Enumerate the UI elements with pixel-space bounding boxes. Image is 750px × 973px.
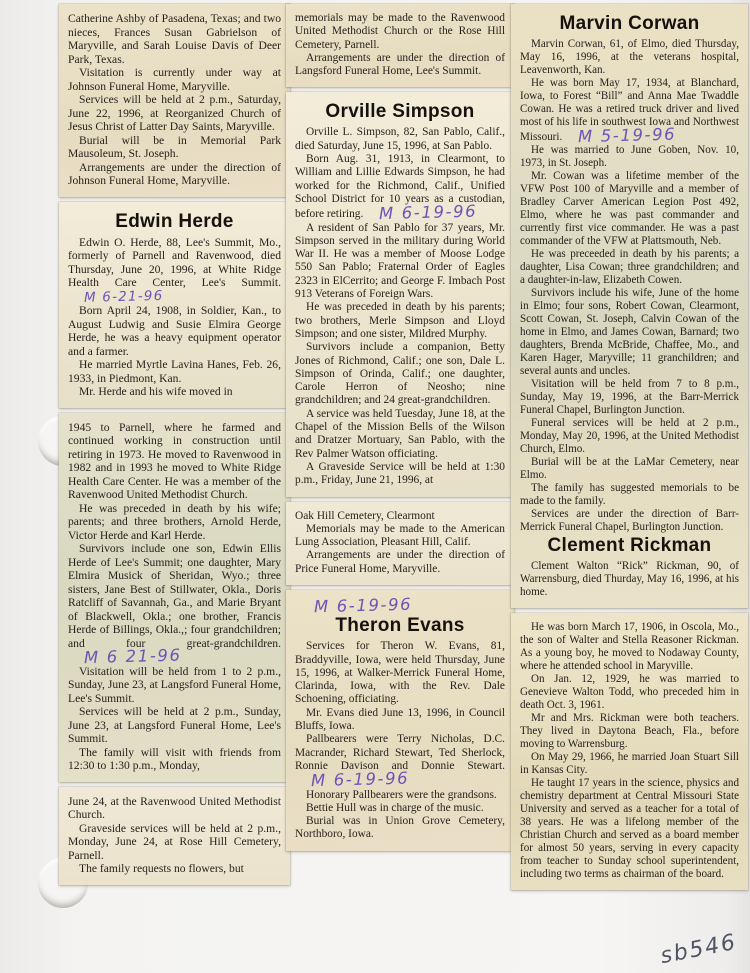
- obit-paragraph: [68, 358, 281, 385]
- paragraph-text: Survivors include one son, Edwin Ellis Herde of Lee's Summit; one daughter, Mary Elmira Musick of Sheridan, Wyo.; three sisters, Jane Best of Stillwater, Okla., Doris Ratcliff of Savannah, Ga., and Marie Bryant of Blackwell, Okla.; one brother, Francis Herde of Billings, Okla.,; four grandchildren; and four great-grandchildren.: [68, 542, 281, 650]
- obit-paragraph: [68, 385, 281, 399]
- paragraph-text: Services are under the direction of Barr-Merrick Funeral Chapel, Burlington Junction.: [520, 508, 739, 533]
- obit-paragraph: [68, 12, 281, 66]
- paragraph-text: Funeral services will be held at 2 p.m., Monday, May 20, 1996, at the United Methodist Church, Elmo.: [520, 417, 739, 455]
- paragraph-text: Oak Hill Cemetery, Clearmont: [295, 509, 435, 522]
- paragraph-text: The family has suggested memorials to be made to the family.: [520, 482, 739, 507]
- paragraph-text: Services will be held at 2 p.m., Sunday, June 23, at Langsford Funeral Home, Lee's Summit.: [68, 705, 281, 745]
- obit-paragraph: [68, 665, 281, 706]
- column-middle: [286, 4, 514, 856]
- obit-paragraph: [68, 304, 281, 358]
- newspaper-clipping: [59, 202, 290, 408]
- paragraph-text: Mr and Mrs. Rickman were both teachers. They lived in Daytona Beach, Fla., before moving to Warrensburg.: [520, 712, 739, 750]
- paragraph-text: Burial will be at the LaMar Cemetery, near Elmo.: [520, 456, 739, 481]
- paragraph-text: Clement Walton “Rick” Rickman, 90, of Warrensburg, died Thurday, May 16, 1996, at his home.: [520, 560, 739, 598]
- paragraph-text: He married Myrtle Lavina Hanes, Feb. 26, 1933, in Piedmont, Kan.: [68, 358, 281, 385]
- paragraph-text: Mr. Herde and his wife moved in: [79, 385, 233, 398]
- obit-paragraph: [68, 542, 281, 668]
- paragraph-text: A service was held Tuesday, June 18, at the Chapel of the Mission Bells of the Wilson and Dratzer Mortuary, San Pablo, with the Rev Palmer Watson officiating.: [295, 407, 505, 460]
- paragraph-text: Visitation will be held from 1 to 2 p.m., Sunday, June 23, at Langsford Funeral Home, Lee's Summit.: [68, 664, 281, 705]
- obit-paragraph: [520, 456, 739, 482]
- paragraph-text: Arrangements are under the direction of Langsford Funeral Home, Lee's Summit.: [295, 51, 505, 78]
- paragraph-text: Survivors include a companion, Betty Jones of Richmond, Calif.; one son, Dale L. Simpson of Orinda, Calif.; one daughter, Carole Herron of Neosho; nine grandchildren; and 24 great-grandchildren.: [295, 341, 505, 407]
- obit-paragraph: [295, 549, 505, 576]
- obit-paragraph: [295, 408, 505, 461]
- obit-paragraph: [68, 66, 281, 93]
- obit-paragraph: [68, 862, 281, 876]
- obit-paragraph: [520, 508, 739, 534]
- paragraph-text: June 24, at the Ravenwood United Methodist Church.: [68, 794, 281, 821]
- paragraph-text: Visitation will be held from 7 to 8 p.m., Sunday, May 19, 1996, at the Barr-Merrick Funeral Chapel, Burlington Junction.: [520, 378, 739, 416]
- obit-paragraph: [68, 822, 281, 863]
- obituary-headline: Edwin Herde: [115, 210, 234, 232]
- obit-paragraph: [68, 705, 281, 746]
- handwritten-date-line: [309, 594, 505, 617]
- handwritten-date: M 6-21-96: [83, 287, 164, 306]
- obit-paragraph: [295, 733, 505, 791]
- column-right: [511, 4, 748, 895]
- obit-paragraph: [520, 77, 739, 147]
- paragraph-text: He was preceded in death by his wife; parents; and three brothers, Arnold Herde, Victor Herde and Karl Herde.: [68, 501, 281, 542]
- newspaper-clipping: [511, 613, 748, 890]
- obit-paragraph: [68, 93, 281, 134]
- handwritten-date: M 6 21-96: [83, 645, 182, 668]
- paragraph-text: Burial was in Union Grove Cemetery, Northboro, Iowa.: [295, 815, 505, 841]
- paragraph-text: Visitation is currently under way at Johnson Funeral Home, Maryville.: [68, 66, 281, 93]
- paragraph-text: Catherine Ashby of Pasadena, Texas; and two nieces, Frances Susan Gabrielson of Maryville, and Sarah Louise Davis of Deer Park, Texas.: [68, 12, 281, 66]
- newspaper-clipping: [59, 4, 290, 197]
- paragraph-text: Born April 24, 1908, in Soldier, Kan., to August Ludwig and Susie Elmira George Herde, he was a heavy equipment operator and a farmer.: [68, 304, 281, 358]
- paragraph-text: Burial will be in Memorial Park Mausoleum, St. Joseph.: [68, 133, 281, 160]
- obit-paragraph: [68, 746, 281, 773]
- obit-paragraph: [520, 560, 739, 599]
- handwritten-date: M 6-19-96: [313, 594, 413, 617]
- newspaper-clipping: [286, 590, 514, 851]
- paragraph-text: memorials may be made to the Ravenwood United Methodist Church or the Rose Hill Cemetery, Parnell.: [295, 12, 505, 51]
- paragraph-text: Orville L. Simpson, 82, San Pablo, Calif., died Saturday, June 15, 1996, at San Pablo.: [295, 126, 505, 152]
- obit-paragraph: [295, 523, 505, 550]
- paragraph-text: Arrangements are under the direction of Price Funeral Home, Maryville.: [295, 549, 505, 575]
- newspaper-clipping: [286, 4, 514, 87]
- obit-paragraph: [68, 421, 281, 502]
- obit-paragraph: [520, 170, 739, 248]
- paragraph-text: Honorary Pallbearers were the grandsons.: [306, 788, 497, 801]
- paragraph-text: 1945 to Parnell, where he farmed and continued working in construction until retiring in 1973. He moved to Ravenwood in 1982 and in 1993 he moved to White Ridge Health Care Center. He was a member of the Ravenwood United Methodist Church.: [68, 420, 281, 501]
- paragraph-text: He was married to June Goben, Nov. 10, 1973, in St. Joseph.: [520, 144, 739, 169]
- handwritten-date: M 6-19-96: [379, 201, 478, 224]
- obit-paragraph: [520, 751, 739, 777]
- paragraph-text: On Jan. 12, 1929, he was married to Genevieve Walton Todd, who preceded him in death Oct. 3, 1961.: [520, 673, 739, 711]
- obit-paragraph: [520, 482, 739, 508]
- obit-paragraph: [68, 134, 281, 161]
- obit-paragraph: [295, 640, 505, 706]
- obit-paragraph: [295, 510, 505, 523]
- obit-paragraph: [68, 161, 281, 188]
- obit-paragraph: [295, 341, 505, 407]
- obit-paragraph: [295, 153, 505, 224]
- column-left: [59, 4, 290, 890]
- paragraph-text: He was born May 17, 1934, at Blanchard, Iowa, to Forest “Bill” and Anna Mae Twaddle Cowan. He was a retired truck driver and lived most of his life in southwest Iowa and Northwest Missouri.: [520, 77, 739, 143]
- paragraph-text: Memorials may be made to the American Lung Association, Pleasant Hill, Calif.: [295, 522, 505, 549]
- paragraph-text: He taught 17 years in the science, physics and chemistry department at Central Missouri State University and served as a teacher for a total of 38 years. He was a lifelong member of the Christian Church and served as a board member for almost 50 years, serving in every capacity from teacher to Sunday school superintendent, including two terms as chairman of the board.: [520, 777, 739, 880]
- paragraph-text: A Graveside Service will be held at 1:30 p.m., Friday, June 21, 1996, at: [295, 460, 505, 487]
- obit-paragraph: [295, 815, 505, 842]
- paragraph-text: A resident of San Pablo for 37 years, Mr. Simpson served in the military during World War II. He was a member of Moose Lodge 550 San Pablo; Fraternal Order of Eagles 2323 in ElCerrito; and George F. Imbach Post 913 Veterans of Foreign Wars.: [295, 221, 505, 301]
- obit-paragraph: [295, 461, 505, 488]
- paragraph-text: The family will visit with friends from 12:30 to 1:30 p.m., Monday,: [68, 745, 281, 772]
- obit-paragraph: [295, 222, 505, 302]
- obit-paragraph: [520, 38, 739, 77]
- paragraph-text: Mr. Evans died June 13, 1996, in Council Bluffs, Iowa.: [295, 706, 505, 733]
- handwritten-date: M 5-19-96: [578, 124, 677, 147]
- paragraph-text: He was preceded in death by his parents; two brothers, Merle Simpson and Lloyd Simpson; and one sister, Mildred Murphy.: [295, 301, 505, 340]
- paragraph-text: Pallbearers were Terry Nicholas, D.C. Macrander, Richard Stewart, Ted Sherlock, Ronnie Davison and Donnie Stewart.: [295, 733, 505, 772]
- obit-paragraph: [295, 301, 505, 341]
- paragraph-text: Survivors include his wife, June of the home in Elmo; four sons, Robert Cowan, Clearmont, Scott Cowan, St. Joseph, Calvin Cowan of the home in Elmo, and James Cowan, Barnard; two daughters, Brenda McBride, Chaffee, Mo., and Karen Hager, Maryville; 11 granchildren; and several aunts and uncles.: [520, 287, 739, 377]
- obit-paragraph: [520, 621, 739, 673]
- obit-paragraph: [295, 126, 505, 153]
- obit-paragraph: [520, 712, 739, 751]
- newspaper-clipping: [511, 4, 748, 608]
- newspaper-clipping: [286, 502, 514, 585]
- paragraph-text: Marvin Corwan, 61, of Elmo, died Thursday, May 16, 1996, at the veterans hospital, Leavenworth, Kan.: [520, 38, 739, 76]
- newspaper-clipping: [59, 413, 290, 782]
- obituary-headline: Theron Evans: [335, 615, 465, 637]
- obit-paragraph: [295, 707, 505, 734]
- obit-paragraph: [295, 12, 505, 52]
- obit-paragraph: [520, 417, 739, 456]
- paragraph-text: Edwin O. Herde, 88, Lee's Summit, Mo., formerly of Parnell and Ravenwood, died Thursday, June 20, 1996, at White Ridge Health Care Center, Lee's Summit.: [68, 235, 281, 289]
- paragraph-text: The family requests no flowers, but: [79, 862, 244, 875]
- obit-paragraph: [295, 802, 505, 815]
- paragraph-text: Arrangements are under the direction of Johnson Funeral Home, Maryville.: [68, 160, 281, 187]
- obit-paragraph: [520, 378, 739, 417]
- newspaper-clipping: [59, 787, 290, 885]
- handwritten-date: M 6-19-96: [310, 768, 410, 791]
- paragraph-text: Services for Theron W. Evans, 81, Braddyville, Iowa, were held Thursday, June 15, 1996, at Walker-Merrick Funeral Home, Clarinda, Iowa, with the Rev. Dale Schoening, officiating.: [295, 640, 505, 706]
- handwritten-page-code: sb546: [657, 929, 739, 970]
- obit-paragraph: [520, 673, 739, 712]
- obituary-headline: Orville Simpson: [325, 101, 475, 123]
- paragraph-text: He was born March 17, 1906, in Oscola, Mo., the son of Walter and Stella Reasoner Rickman. As a young boy, he moved to Nodaway County, where he attended school in Maryville.: [520, 621, 739, 672]
- paragraph-text: Bettie Hull was in charge of the music.: [306, 801, 484, 814]
- paragraph-text: Services will be held at 2 p.m., Saturday, June 22, 1996, at Reorganized Church of Jesus Christ of Latter Day Saints, Maryville.: [68, 93, 281, 133]
- paragraph-text: Graveside services will be held at 2 p.m., Monday, June 24, at Rose Hill Cemetery, Parnell.: [68, 821, 281, 862]
- obit-paragraph: [520, 144, 739, 170]
- paragraph-text: Born Aug. 31, 1913, in Clearmont, to William and Lillie Edwards Simpson, he had worked for the Richmond, Calif., Unified School District for 10 years as a custodian, before retiring.: [295, 153, 505, 221]
- obit-paragraph: [520, 248, 739, 287]
- obituary-headline: Marvin Corwan: [559, 13, 700, 34]
- paragraph-text: Mr. Cowan was a lifetime member of the VFW Post 100 of Maryville and a member of Bradley Carver American Legion Post 492, Elmo, where he was past commander and currently first vice commander. He was a past commander of the VFW at Plattsmouth, Neb.: [520, 170, 739, 247]
- newspaper-clipping: [286, 92, 514, 496]
- obit-paragraph: [520, 287, 739, 378]
- obit-paragraph: [295, 52, 505, 79]
- obit-paragraph: [68, 502, 281, 543]
- paragraph-text: He was preceeded in death by his parents; a daughter, Lisa Cowan; three grandchildren; and a daughter-in-law, Elizabeth Cowen.: [520, 248, 739, 286]
- obit-paragraph: [295, 789, 505, 802]
- obituary-headline: Clement Rickman: [547, 535, 712, 556]
- obit-paragraph: [68, 795, 281, 822]
- paragraph-text: On May 29, 1966, he married Joan Stuart Sill in Kansas City.: [520, 751, 739, 776]
- obit-paragraph: [520, 777, 739, 881]
- obit-paragraph: [68, 236, 281, 305]
